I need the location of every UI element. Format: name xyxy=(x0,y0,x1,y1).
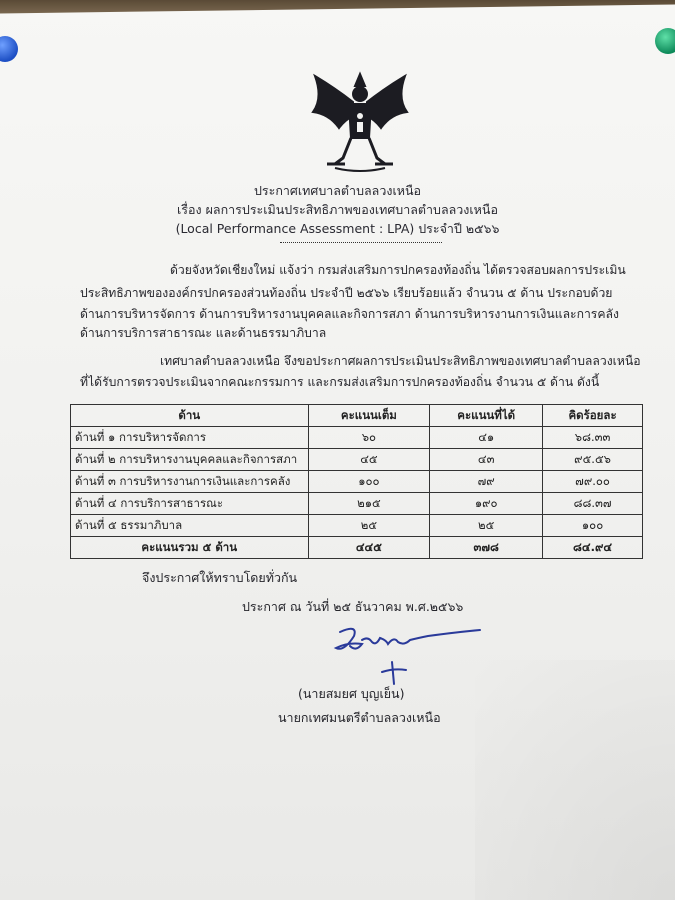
full-score-cell: ๔๕ xyxy=(308,449,430,471)
total-score-cell: ๓๗๘ xyxy=(430,537,543,559)
aspect-cell: ด้านที่ ๓ การบริหารงานการเงินและการคลัง xyxy=(71,471,309,493)
header-aspect: ด้าน xyxy=(71,405,309,427)
table-row xyxy=(71,427,643,449)
header-full-score: คะแนนเต็ม xyxy=(308,405,430,427)
announcement-subject: เรื่อง ผลการประเมินประสิทธิภาพของเทศบาลตำบลลวงเหนือ xyxy=(177,202,498,217)
aspect-cell: ด้านที่ ๒ การบริหารงานบุคคลและกิจการสภา xyxy=(71,449,309,471)
score-cell: ๔๓ xyxy=(430,449,543,471)
handwritten-signature xyxy=(328,618,488,690)
closing-notice: จึงประกาศให้ทราบโดยทั่วกัน xyxy=(142,570,298,585)
paragraph-line: ประสิทธิภาพขององค์กรปกครองส่วนท้องถิ่น ประจำปี ๒๕๖๖ เรียบร้อยแล้ว จำนวน ๕ ด้าน ประกอบด้วย xyxy=(80,286,613,300)
header-score-obtained: คะแนนที่ได้ xyxy=(430,405,543,427)
lpa-score-table xyxy=(70,404,643,559)
header-percentage: คิดร้อยละ xyxy=(543,405,643,427)
percent-cell: ๙๕.๕๖ xyxy=(543,449,643,471)
paper-shadow xyxy=(475,660,675,900)
announcement-date: ประกาศ ณ วันที่ ๒๕ ธันวาคม พ.ศ.๒๕๖๖ xyxy=(242,599,464,614)
signer-title: นายกเทศมนตรีตำบลลวงเหนือ xyxy=(278,710,441,725)
announcement-subtitle: (Local Performance Assessment : LPA) ประจำปี ๒๕๖๖ xyxy=(175,221,500,236)
full-score-cell: ๒๕ xyxy=(308,515,430,537)
full-score-cell: ๖๐ xyxy=(308,427,430,449)
aspect-cell: ด้านที่ ๑ การบริหารจัดการ xyxy=(71,427,309,449)
table-row xyxy=(71,515,643,537)
table-total-row xyxy=(71,537,643,559)
score-cell: ๒๕ xyxy=(430,515,543,537)
paragraph-intro xyxy=(80,259,642,343)
aspect-cell: ด้านที่ ๕ ธรรมาภิบาล xyxy=(71,515,309,537)
table-row xyxy=(71,449,643,471)
total-percent-cell: ๘๔.๙๔ xyxy=(543,537,643,559)
paragraph-line: ที่ได้รับการตรวจประเมินจากคณะกรรมการ และกรมส่งเสริมการปกครองท้องถิ่น จำนวน ๕ ด้าน ดังนี้ xyxy=(80,375,600,389)
percent-cell: ๑๐๐ xyxy=(543,515,643,537)
green-pushpin-icon xyxy=(655,28,675,54)
aspect-cell: ด้านที่ ๔ การบริการสาธารณะ xyxy=(71,493,309,515)
table-header-row xyxy=(71,405,643,427)
signer-name: (นายสมยศ บุญเย็น) xyxy=(298,686,405,701)
total-label-cell: คะแนนรวม ๕ ด้าน xyxy=(71,537,309,559)
total-full-score-cell: ๔๔๕ xyxy=(308,537,430,559)
paragraph-line: ด้านการบริการสาธารณะ และด้านธรรมาภิบาล xyxy=(80,326,327,340)
full-score-cell: ๒๑๕ xyxy=(308,493,430,515)
table-row xyxy=(71,471,643,493)
dotted-divider xyxy=(280,242,442,243)
percent-cell: ๗๙.๐๐ xyxy=(543,471,643,493)
score-cell: ๔๑ xyxy=(430,427,543,449)
score-cell: ๗๙ xyxy=(430,471,543,493)
full-score-cell: ๑๐๐ xyxy=(308,471,430,493)
table-row xyxy=(71,493,643,515)
garuda-emblem-icon xyxy=(305,68,415,176)
score-cell: ๑๙๐ xyxy=(430,493,543,515)
paragraph-line: เทศบาลตำบลลวงเหนือ จึงขอประกาศผลการประเมินประสิทธิภาพของเทศบาลตำบลลวงเหนือ xyxy=(160,354,641,368)
percent-cell: ๘๘.๓๗ xyxy=(543,493,643,515)
paragraph-line: ด้วยจังหวัดเชียงใหม่ แจ้งว่า กรมส่งเสริมการปกครองท้องถิ่น ได้ตรวจสอบผลการประเมิน xyxy=(170,263,626,277)
percent-cell: ๖๘.๓๓ xyxy=(543,427,643,449)
paragraph-results xyxy=(80,350,642,392)
announcement-title: ประกาศเทศบาลตำบลลวงเหนือ xyxy=(253,183,422,198)
paragraph-line: ด้านการบริหารจัดการ ด้านการบริหารงานบุคคลและกิจการสภา ด้านการบริหารงานการเงินและการคลัง xyxy=(80,307,619,321)
